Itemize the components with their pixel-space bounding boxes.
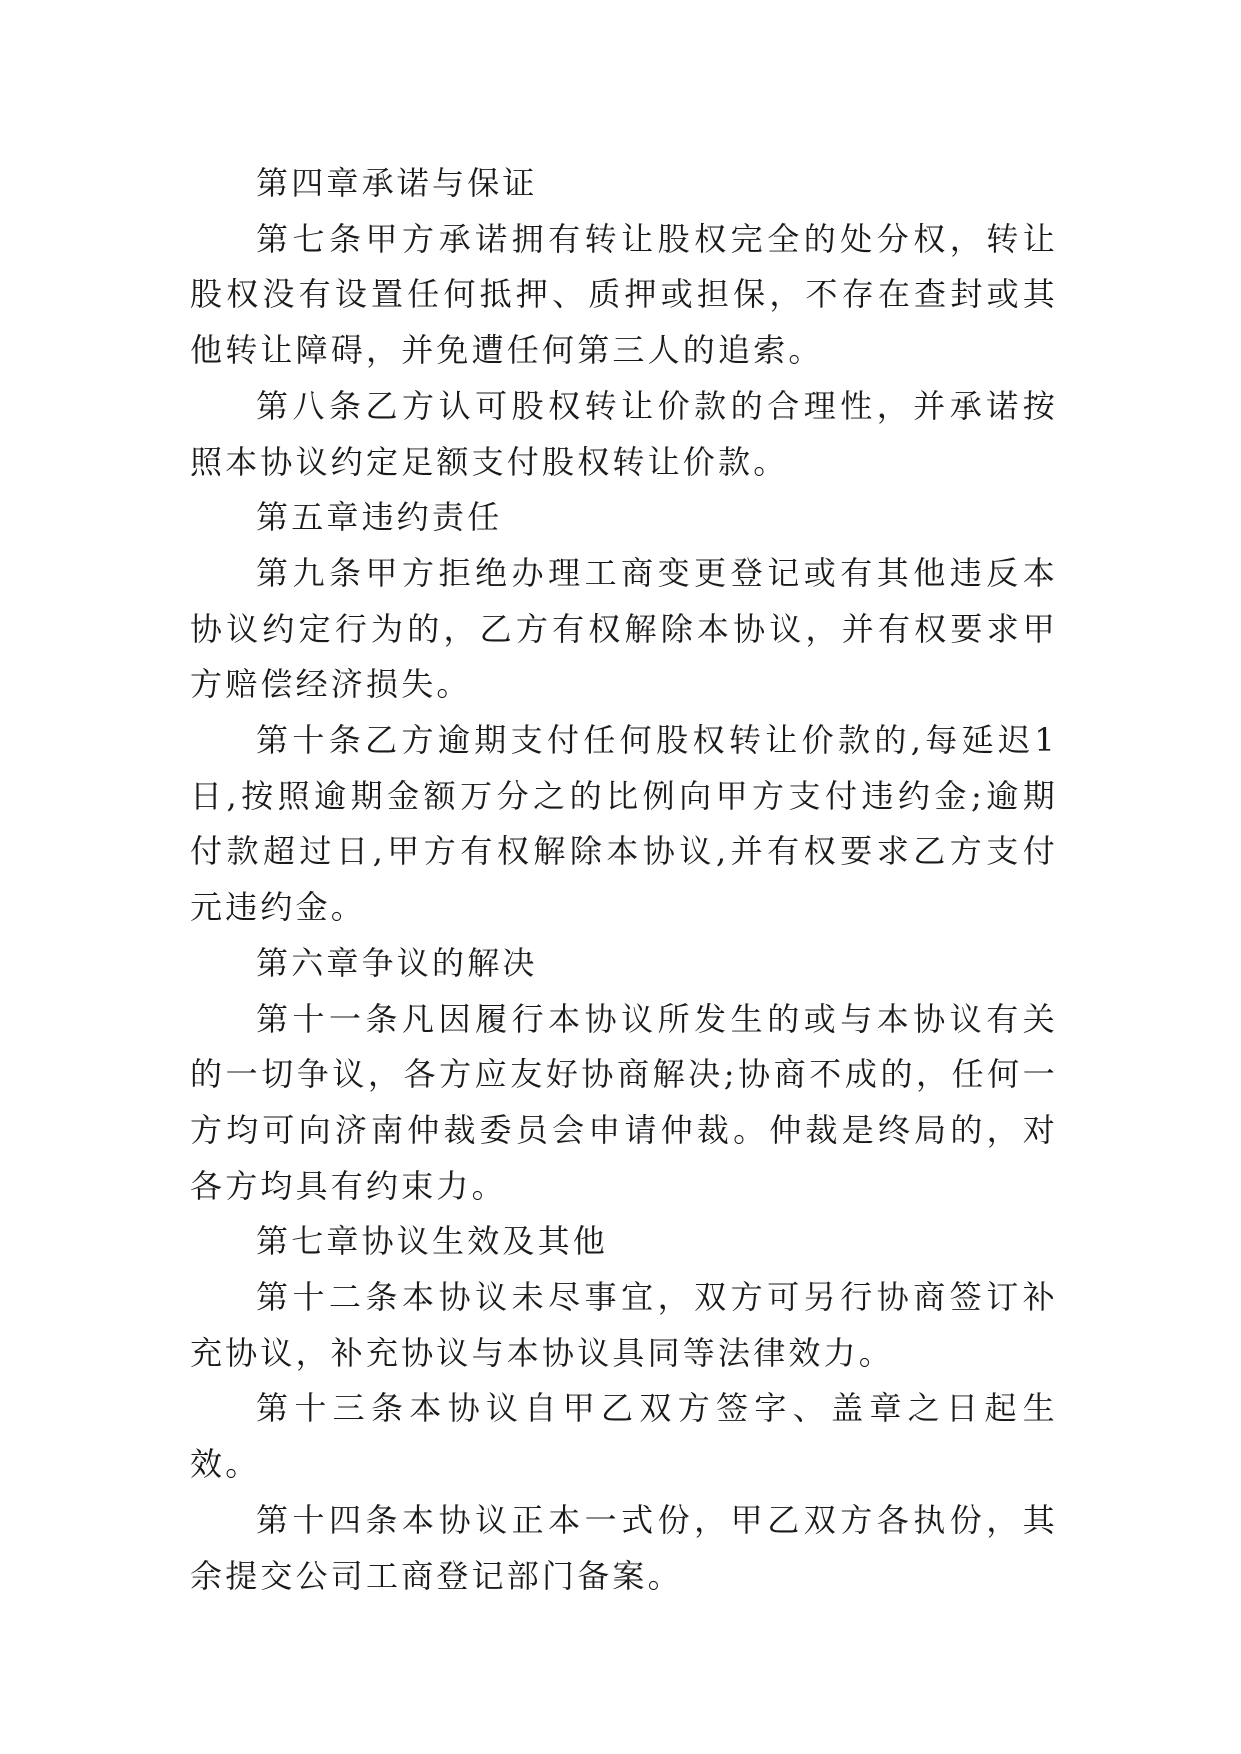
article-paragraph: 第七条甲方承诺拥有转让股权完全的处分权，转让股权没有设置任何抵押、质押或担保，不存在查封或其他转让障碍，并免遭任何第三人的追索。 <box>190 219 1058 370</box>
chapter-heading: 第六章争议的解决 <box>256 943 538 982</box>
article-paragraph: 第十四条本协议正本一式份，甲乙双方各执份，其余提交公司工商登记部门备案。 <box>190 1500 1058 1595</box>
article-paragraph: 第十三条本协议自甲乙双方签字、盖章之日起生效。 <box>190 1389 1058 1484</box>
chapter-heading: 第七章协议生效及其他 <box>256 1222 609 1261</box>
article-paragraph: 第八条乙方认可股权转让价款的合理性，并承诺按照本协议约定足额支付股权转让价款。 <box>190 386 1058 481</box>
chapter-heading: 第五章违约责任 <box>256 498 503 537</box>
article-paragraph: 第十一条凡因履行本协议所发生的或与本协议有关的一切争议，各方应友好协商解决;协商不成的，任何一方均可向济南仲裁委员会申请仲裁。仲裁是终局的，对各方均具有约束力。 <box>190 999 1058 1205</box>
chapter-heading: 第四章承诺与保证 <box>256 164 538 202</box>
document-body <box>190 156 1058 1604</box>
article-paragraph: 第十条乙方逾期支付任何股权转让价款的,每延迟1日,按照逾期金额万分之的比例向甲方支付违约金;逾期付款超过日,甲方有权解除本协议,并有权要求乙方支付元违约金。 <box>190 721 1058 927</box>
article-paragraph: 第九条甲方拒绝办理工商变更登记或有其他违反本协议约定行为的，乙方有权解除本协议，并有权要求甲方赔偿经济损失。 <box>190 553 1058 704</box>
article-paragraph: 第十二条本协议未尽事宜，双方可另行协商签订补充协议，补充协议与本协议具同等法律效力。 <box>190 1278 1058 1372</box>
